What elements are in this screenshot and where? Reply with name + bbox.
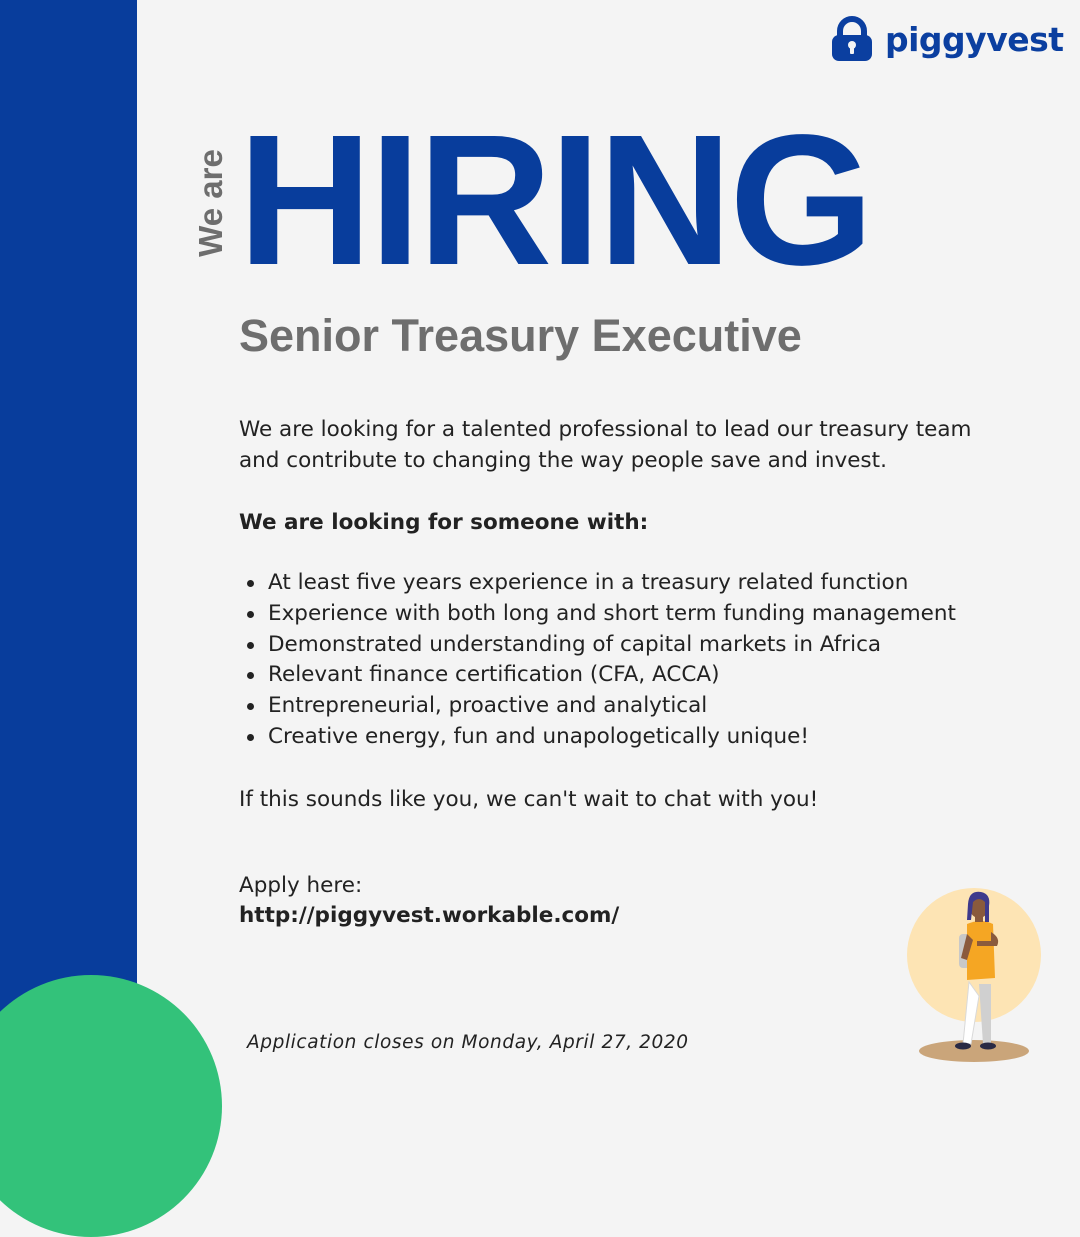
requirement-text: Relevant finance certification (CFA, ACCA) — [268, 662, 720, 688]
bullet-icon — [247, 734, 254, 741]
we-are-vertical-text: We are — [192, 149, 229, 257]
list-item — [239, 568, 956, 599]
requirement-text: Experience with both long and short term funding management — [268, 600, 956, 626]
requirement-text: Entrepreneurial, proactive and analytical — [268, 693, 708, 719]
padlock-icon — [829, 16, 875, 62]
application-deadline: Application closes on Monday, April 27, 2020 — [247, 1032, 689, 1053]
requirement-text: At least five years experience in a treasury related function — [268, 570, 909, 595]
bullet-icon — [247, 642, 254, 649]
green-corner-circle — [0, 975, 222, 1237]
hiring-headline: HIRING — [238, 97, 871, 304]
bullet-icon — [247, 580, 254, 587]
woman-with-backpack-illustration — [905, 886, 1050, 1066]
closing-text: If this sounds like you, we can't wait to chat with you! — [239, 787, 819, 812]
bullet-icon — [247, 672, 254, 679]
list-item — [239, 722, 956, 753]
piggyvest-logo — [829, 14, 1064, 64]
bullet-icon — [247, 703, 254, 710]
requirement-text: Demonstrated understanding of capital markets in Africa — [268, 631, 882, 657]
list-item — [239, 630, 956, 661]
apply-link[interactable]: http://piggyvest.workable.com/ — [239, 903, 620, 928]
list-item — [239, 691, 956, 722]
requirements-heading: We are looking for someone with: — [239, 510, 649, 535]
requirements-list — [239, 568, 956, 753]
job-title: Senior Treasury Executive — [239, 310, 802, 361]
left-blue-bar — [0, 0, 137, 1080]
list-item — [239, 599, 956, 630]
bullet-icon — [247, 611, 254, 618]
apply-label: Apply here: — [239, 873, 363, 898]
job-intro: We are looking for a talented professional to lead our treasury team and contribute to changing the way people save and invest. — [239, 417, 972, 473]
logo-wordmark: piggyvest — [885, 19, 1064, 59]
list-item — [239, 660, 956, 691]
requirement-text: Creative energy, fun and unapologetically unique! — [268, 723, 809, 749]
